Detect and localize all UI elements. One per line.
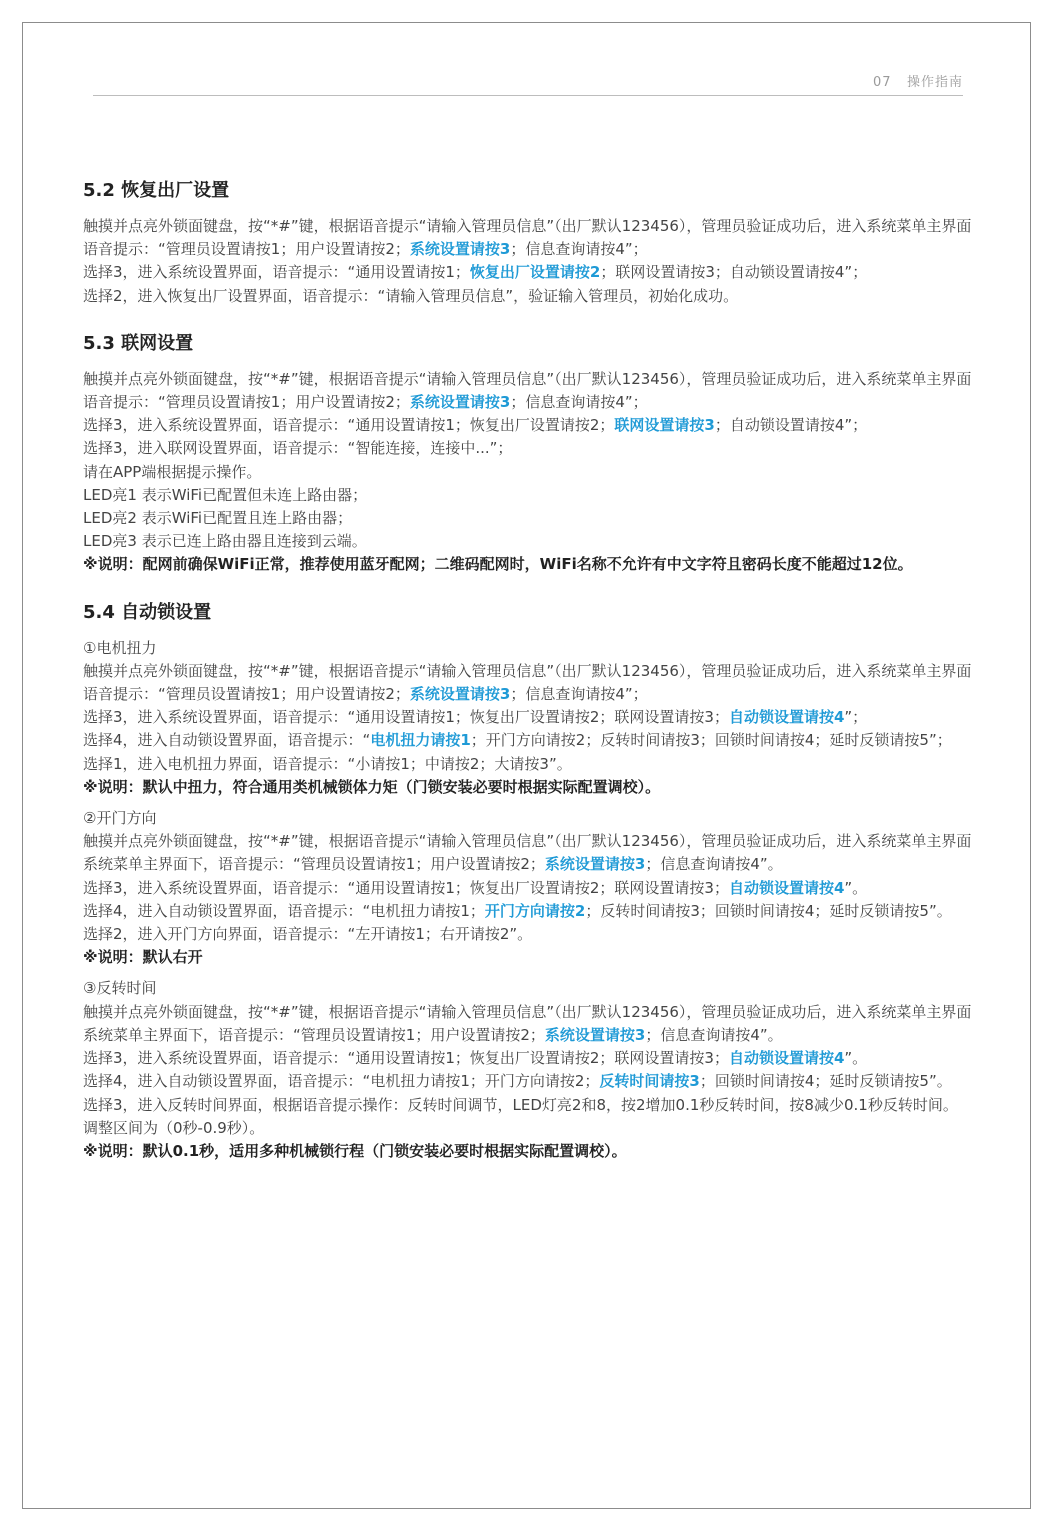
paragraph (83, 706, 978, 729)
paragraph (83, 660, 978, 706)
text-run: ；回锁时间请按4；延时反锁请按5”。 (699, 1072, 952, 1091)
paragraph (83, 1070, 978, 1093)
paragraph (83, 729, 978, 752)
text-run: 选择3，进入系统设置界面，语音提示：“通用设置请按1； (83, 263, 470, 282)
text-run: 选择4，进入自动锁设置界面，语音提示：“电机扭力请按1； (83, 901, 485, 920)
text-run: ；信息查询请按4”； (510, 685, 648, 704)
text-run: ”。 (844, 1049, 868, 1068)
text-run: ；信息查询请按4”； (510, 240, 648, 259)
paragraph (83, 830, 978, 876)
text-run: ”； (844, 708, 868, 727)
text-run: 选择2，进入恢复出厂设置界面，语音提示：“请输入管理员信息”，验证输入管理员，初始化成功。 (83, 286, 739, 305)
highlight-text: 自动锁设置请按4 (728, 878, 845, 897)
text-run: ；反转时间请按3；回锁时间请按4；延时反锁请按5”。 (585, 901, 952, 920)
note-text: ※说明：默认0.1秒，适用多种机械锁行程（门锁安装必要时根据实际配置调校）。 (83, 1141, 627, 1160)
highlight-text: 系统设置请按3 (409, 240, 511, 259)
text-run: 选择1，进入电机扭力界面，语音提示：“小请按1；中请按2；大请按3”。 (83, 754, 572, 773)
text-run: 选择4，进入自动锁设置界面，语音提示：“ (83, 731, 371, 750)
text-run: 触摸并点亮外锁面键盘，按“*#”键，根据语音提示“请输入管理员信息”（出厂默认123456），管理员验证成功后，进入系统菜单主界面语音提示：“管理员设置请按1；用户设置请按2； (83, 369, 972, 412)
highlight-text: 反转时间请按3 (599, 1072, 700, 1091)
highlight-text: 开门方向请按2 (484, 901, 586, 920)
text-run: LED亮1 表示WiFi已配置但未连上路由器； (83, 485, 368, 504)
paragraph (83, 507, 978, 530)
text-run: 选择3，进入系统设置界面，语音提示：“通用设置请按1；恢复出厂设置请按2； (83, 416, 615, 435)
note-text: ※说明：默认中扭力，符合通用类机械锁体力矩（门锁安装必要时根据实际配置调校）。 (83, 777, 661, 796)
paragraph (83, 215, 978, 261)
text-run: 选择3，进入系统设置界面，语音提示：“通用设置请按1；恢复出厂设置请按2；联网设置请按3； (83, 708, 729, 727)
paragraph (83, 1117, 978, 1140)
text-run: ；信息查询请按4”。 (645, 855, 783, 874)
paragraph (83, 923, 978, 946)
text-run: 请在APP端根据提示操作。 (83, 462, 262, 481)
paragraph (83, 484, 978, 507)
subsection-label: ①电机扭力 (83, 638, 157, 657)
paragraph (83, 285, 978, 308)
highlight-text: 系统设置请按3 (544, 1025, 646, 1044)
header-label (873, 71, 963, 90)
text-run: 选择2，进入开门方向界面，语音提示：“左开请按1；右开请按2”。 (83, 925, 533, 944)
paragraph (83, 776, 978, 799)
section-title: 5.3 联网设置 (83, 332, 194, 354)
text-run: 选择3，进入联网设置界面，语音提示：“智能连接，连接中...”； (83, 439, 513, 458)
paragraph (83, 1094, 978, 1117)
text-run: 触摸并点亮外锁面键盘，按“*#”键，根据语音提示“请输入管理员信息”（出厂默认123456），管理员验证成功后，进入系统菜单主界面语音提示：“管理员设置请按1；用户设置请按2； (83, 661, 972, 704)
text-run: ；信息查询请按4”。 (645, 1025, 783, 1044)
note-text: ※说明：配网前确保WiFi正常，推荐使用蓝牙配网；二维码配网时，WiFi名称不允许有中文字符且密码长度不能超过12位。 (83, 555, 913, 574)
page-number: 07 (873, 75, 892, 90)
paragraph (83, 530, 978, 553)
text-run: ；联网设置请按3；自动锁设置请按4”； (600, 263, 868, 282)
text-run: ；信息查询请按4”； (510, 393, 648, 412)
paragraph (83, 461, 978, 484)
highlight-text: 自动锁设置请按4 (728, 708, 845, 727)
highlight-text: 系统设置请按3 (409, 685, 511, 704)
highlight-text: 联网设置请按3 (614, 416, 715, 435)
text-run: 触摸并点亮外锁面键盘，按“*#”键，根据语音提示“请输入管理员信息”（出厂默认123456），管理员验证成功后，进入系统菜单主界面系统菜单主界面下，语音提示：“管理员设置请按1；用户设置请按2； (83, 832, 972, 874)
text-run: 触摸并点亮外锁面键盘，按“*#”键，根据语音提示“请输入管理员信息”（出厂默认123456），管理员验证成功后，进入系统菜单主界面系统菜单主界面下，语音提示：“管理员设置请按1；用户设置请按2； (83, 1002, 972, 1044)
paragraph (83, 553, 978, 576)
text-run: ；自动锁设置请按4”； (714, 416, 868, 435)
paragraph (83, 261, 978, 284)
highlight-text: 恢复出厂设置请按2 (469, 263, 601, 282)
section-title: 5.2 恢复出厂设置 (83, 180, 230, 201)
highlight-text: 电机扭力请按1 (370, 731, 471, 750)
note-text: ※说明：默认右开 (83, 948, 203, 967)
highlight-text: 系统设置请按3 (409, 393, 511, 412)
paragraph (83, 946, 978, 969)
page-header (93, 71, 963, 96)
paragraph (83, 1140, 978, 1163)
highlight-text: 自动锁设置请按4 (728, 1049, 845, 1068)
text-run: LED亮2 表示WiFi已配置且连上路由器； (83, 509, 353, 528)
paragraph (83, 437, 978, 460)
paragraph (83, 368, 978, 414)
paragraph (83, 753, 978, 776)
text-run: ”。 (844, 878, 868, 897)
subsection-label: ②开门方向 (83, 809, 157, 828)
text-run: LED亮3 表示已连上路由器且连接到云端。 (83, 532, 367, 551)
section-title: 5.4 自动锁设置 (83, 601, 212, 623)
document-body (83, 173, 978, 1163)
text-run: 选择4，进入自动锁设置界面，语音提示：“电机扭力请按1；开门方向请按2； (83, 1072, 600, 1091)
text-run: ；开门方向请按2；反转时间请按3；回锁时间请按4；延时反锁请按5”； (470, 731, 952, 750)
text-run: 选择3，进入反转时间界面，根据语音提示操作：反转时间调节，LED灯亮2和8，按2增加0.1秒反转时间，按8减少0.1秒反转时间。 (83, 1095, 958, 1114)
document-page (22, 22, 1031, 1509)
paragraph (83, 1047, 978, 1070)
paragraph (83, 877, 978, 900)
text-run: 选择3，进入系统设置界面，语音提示：“通用设置请按1；恢复出厂设置请按2；联网设置请按3； (83, 878, 729, 897)
text-run: 触摸并点亮外锁面键盘，按“*#”键，根据语音提示“请输入管理员信息”（出厂默认123456），管理员验证成功后，进入系统菜单主界面语音提示：“管理员设置请按1；用户设置请按2； (83, 217, 972, 259)
paragraph (83, 1001, 978, 1047)
subsection-label: ③反转时间 (83, 979, 157, 998)
header-section: 操作指南 (906, 75, 963, 90)
text-run: 调整区间为（0秒-0.9秒）。 (83, 1118, 265, 1137)
highlight-text: 系统设置请按3 (544, 855, 646, 874)
paragraph (83, 900, 978, 923)
paragraph (83, 414, 978, 437)
text-run: 选择3，进入系统设置界面，语音提示：“通用设置请按1；恢复出厂设置请按2；联网设置请按3； (83, 1049, 729, 1068)
